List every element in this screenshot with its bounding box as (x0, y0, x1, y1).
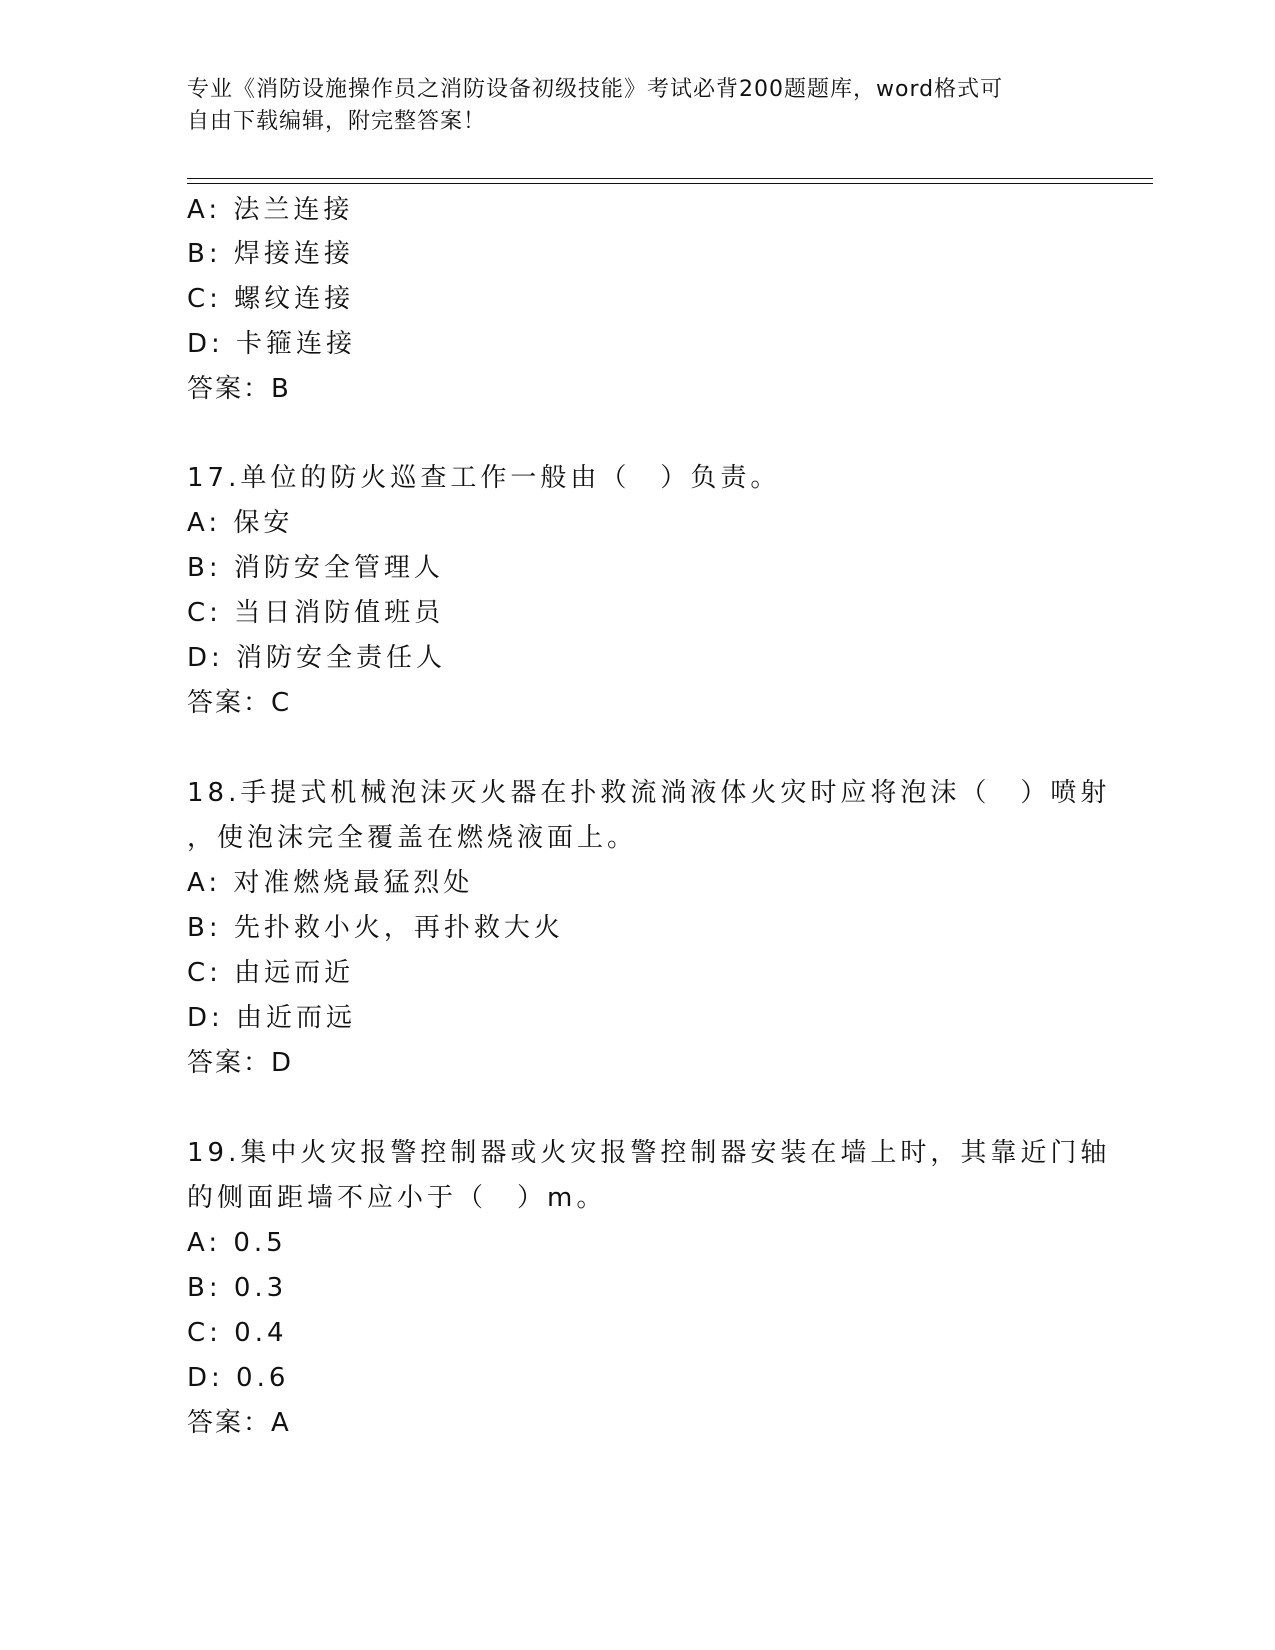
q19-option-b: B: 0.3 (187, 1273, 288, 1303)
q18-answer: 答案：D (187, 1048, 294, 1078)
q17-option-c: C: 当日消防值班员 (187, 598, 445, 628)
document-header (187, 74, 1067, 138)
q17-stem: 17.单位的防火巡查工作一般由（ ）负责。 (187, 463, 781, 493)
q19-stem-line-2: 的侧面距墙不应小于（ ）m。 (187, 1183, 607, 1213)
q16-option-c: C: 螺纹连接 (187, 284, 355, 314)
q18-stem-line-1: 18.手提式机械泡沫灭火器在扑救流淌液体火灾时应将泡沫（ ）喷射 (187, 778, 1111, 808)
q16-option-b: B: 焊接连接 (187, 239, 354, 269)
q18-option-c: C: 由远而近 (187, 958, 355, 988)
header-rule-bottom (187, 183, 1153, 184)
header-line-1: 专业《消防设施操作员之消防设备初级技能》考试必背200题题库，word格式可 (187, 77, 1004, 102)
q18-option-a: A: 对准燃烧最猛烈处 (187, 868, 474, 898)
q16-option-d: D: 卡箍连接 (187, 329, 357, 359)
q18-stem-line-2: ，使泡沫完全覆盖在燃烧液面上。 (187, 823, 638, 853)
q17-option-a: A: 保安 (187, 508, 294, 538)
q17-option-d: D: 消防安全责任人 (187, 643, 447, 673)
header-line-2: 自由下载编辑，附完整答案！ (187, 109, 487, 134)
q18-option-d: D: 由近而远 (187, 1003, 357, 1033)
q18-option-b: B: 先扑救小火，再扑救大火 (187, 913, 564, 943)
q19-option-d: D: 0.6 (187, 1363, 290, 1393)
q19-option-c: C: 0.4 (187, 1318, 288, 1348)
q17-answer: 答案：C (187, 688, 292, 718)
q19-answer: 答案：A (187, 1408, 291, 1438)
q19-option-a: A: 0.5 (187, 1228, 287, 1258)
q16-answer: 答案：B (187, 374, 291, 404)
q16-option-a: A: 法兰连接 (187, 195, 354, 225)
q19-stem-line-1: 19.集中火灾报警控制器或火灾报警控制器安装在墙上时，其靠近门轴 (187, 1138, 1111, 1168)
q17-option-b: B: 消防安全管理人 (187, 553, 444, 583)
header-rule-top (187, 178, 1153, 179)
